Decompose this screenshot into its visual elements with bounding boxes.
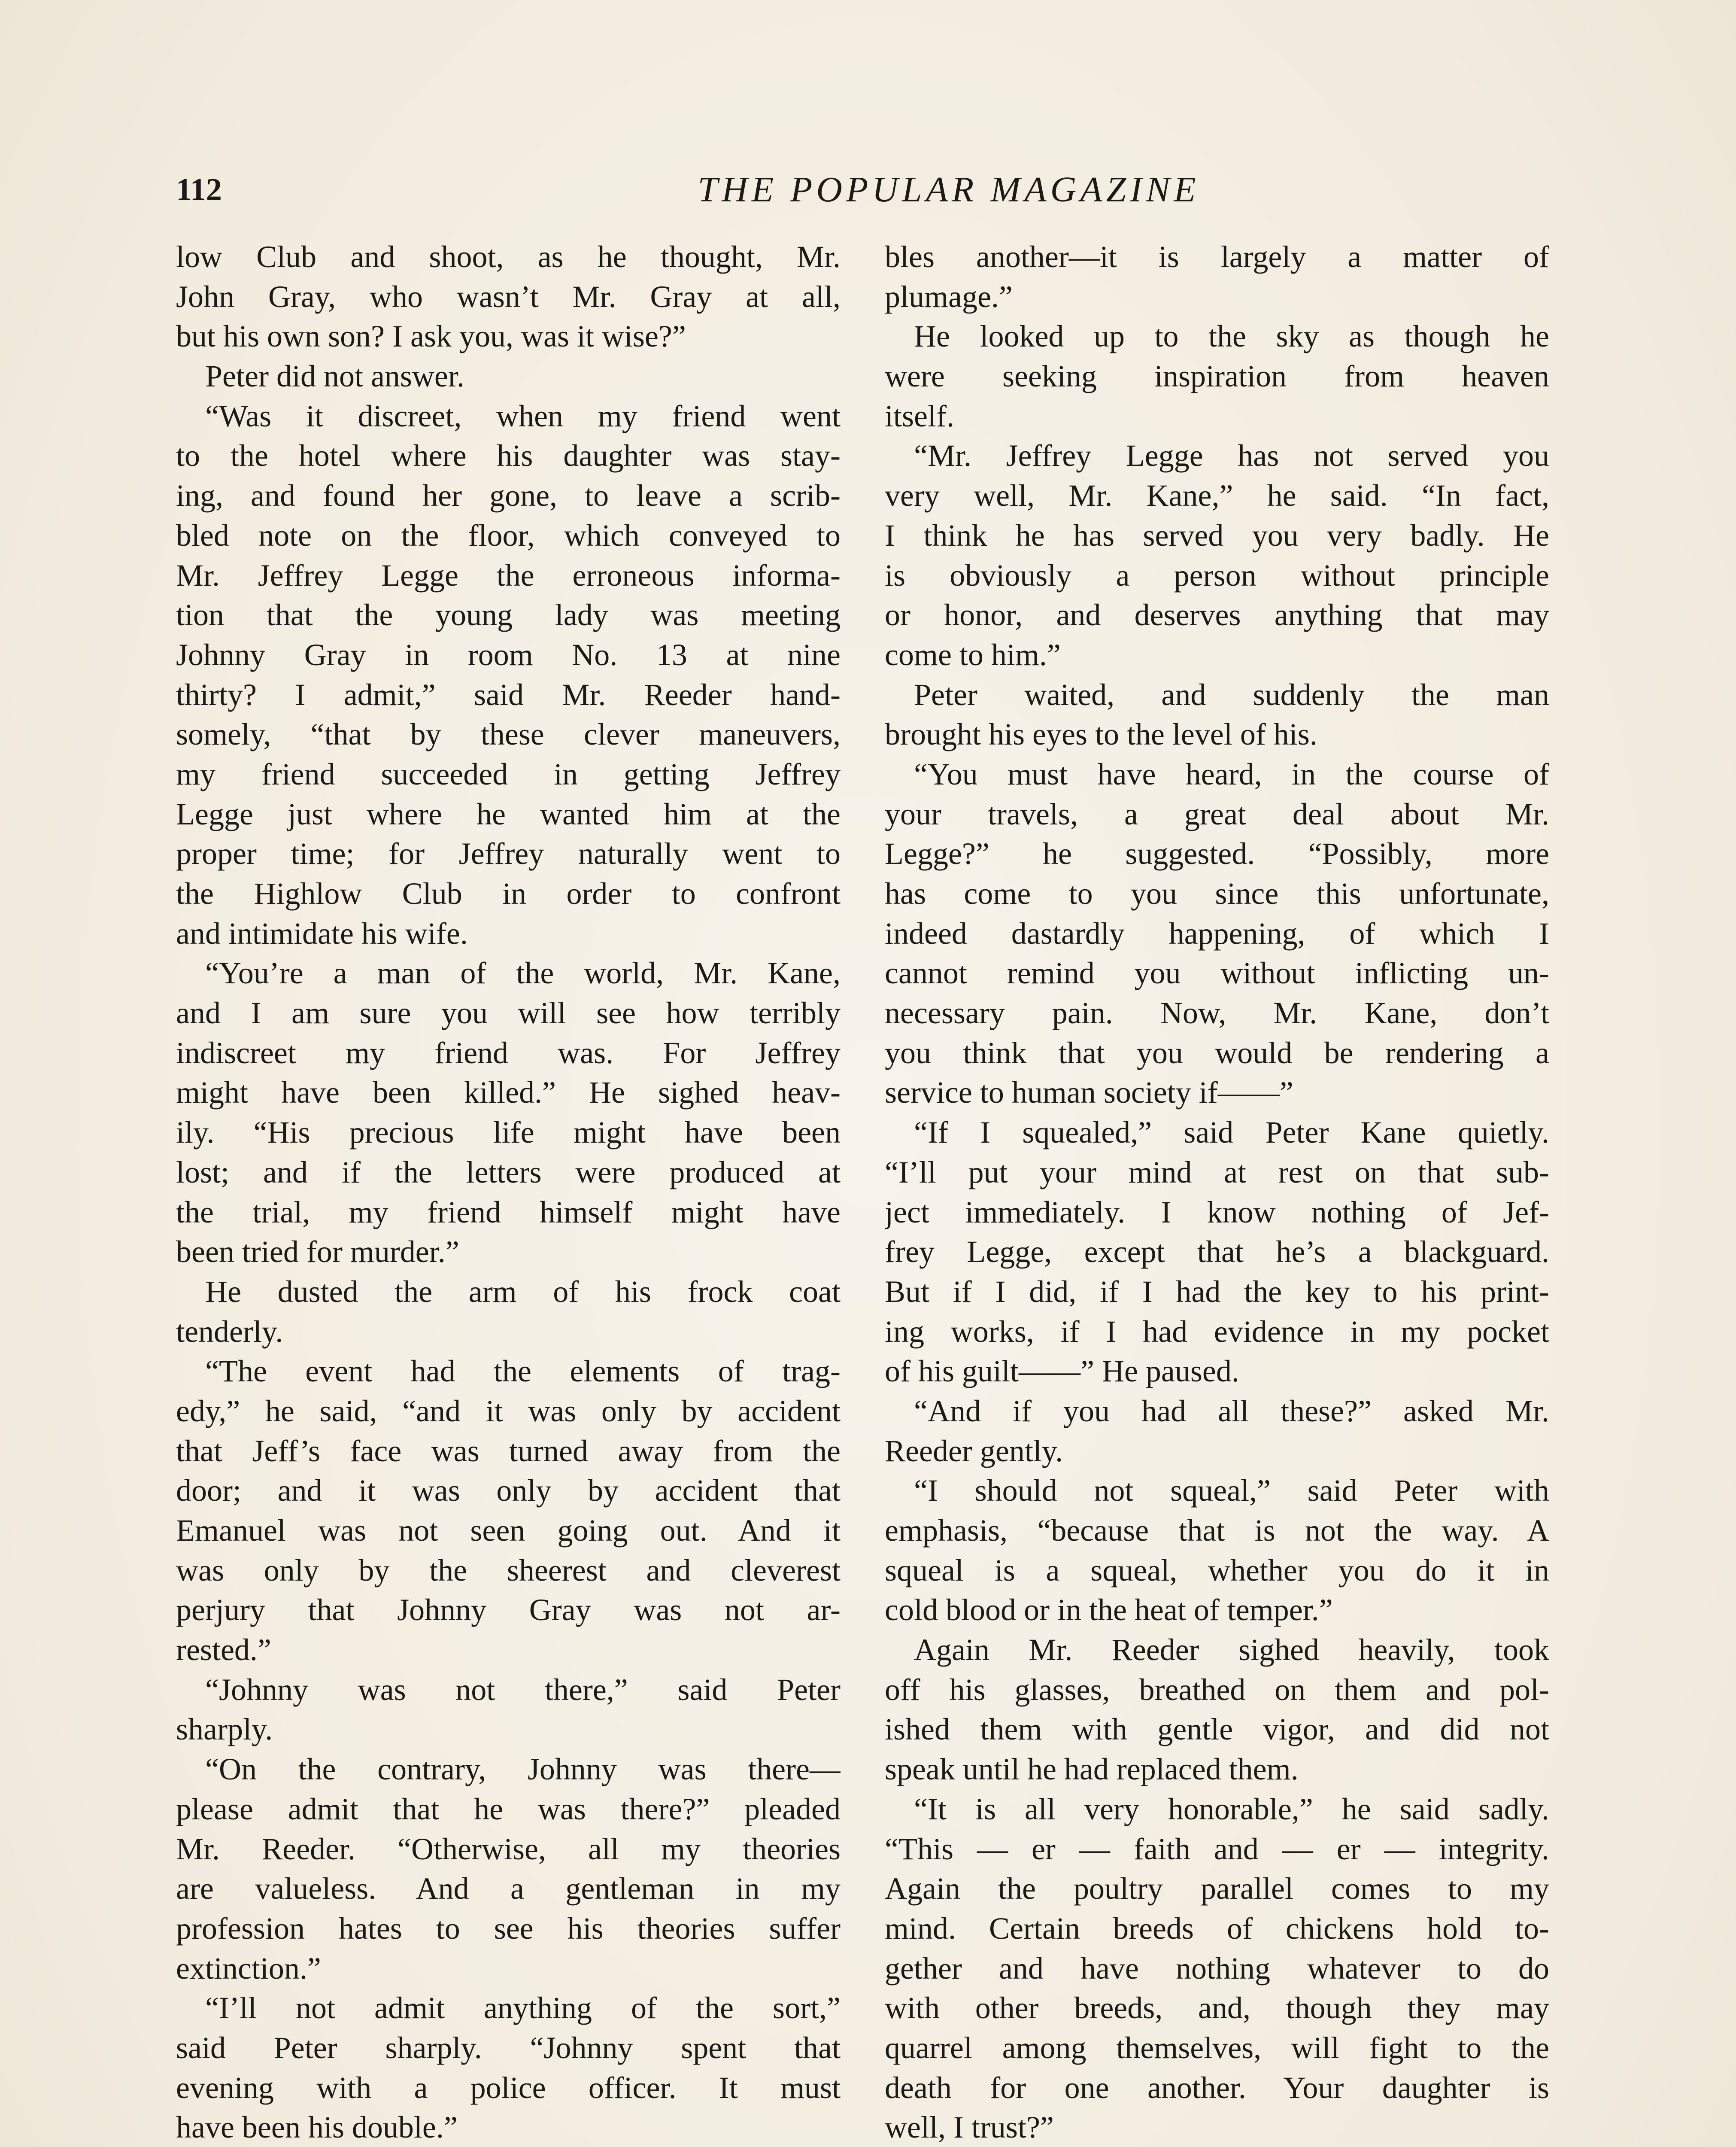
text-line: mind. Certain breeds of chickens hold to- [885, 1911, 1549, 1946]
text-line: “On the contrary, Johnny was there— [205, 1752, 841, 1787]
text-line: the trial, my friend himself might have [176, 1195, 841, 1229]
text-line: tion that the young lady was meeting [176, 598, 841, 633]
text-line: proper time; for Jeffrey naturally went to [176, 836, 841, 871]
text-line: the Highlow Club in order to confront [176, 876, 841, 911]
text-line: off his glasses, breathed on them and pol- [885, 1672, 1549, 1707]
text-line: well, I trust?” [885, 2110, 1054, 2145]
text-line: are valueless. And a gentleman in my [176, 1871, 841, 1906]
text-line: “And if you had all these?” asked Mr. [914, 1393, 1549, 1428]
text-line: might have been killed.” He sighed heav- [176, 1075, 841, 1110]
text-line: my friend succeeded in getting Jeffrey [176, 757, 841, 791]
text-line: ished them with gentle vigor, and did not [885, 1712, 1549, 1747]
text-line: were seeking inspiration from heaven [885, 359, 1549, 394]
text-line: “I’ll put your mind at rest on that sub- [885, 1155, 1549, 1189]
text-line: Mr. Jeffrey Legge the erroneous informa- [176, 558, 841, 593]
right-text-column [885, 237, 1549, 2147]
text-line: itself. [885, 398, 954, 433]
text-line: brought his eyes to the level of his. [885, 717, 1317, 752]
text-line: “Was it discreet, when my friend went [205, 398, 841, 433]
text-line: ing works, if I had evidence in my pocket [885, 1314, 1549, 1349]
text-line: “It is all very honorable,” he said sadly. [914, 1791, 1549, 1826]
text-line: edy,” he said, “and it was only by accident [176, 1393, 841, 1428]
text-line: “If I squealed,” said Peter Kane quietly. [914, 1115, 1549, 1150]
page-number: 112 [176, 172, 222, 207]
text-line: John Gray, who wasn’t Mr. Gray at all, [176, 279, 841, 314]
text-line: death for one another. Your daughter is [885, 2070, 1549, 2105]
text-line: “Mr. Jeffrey Legge has not served you [914, 438, 1549, 473]
text-line: Mr. Reeder. “Otherwise, all my theories [176, 1831, 841, 1866]
text-line: lost; and if the letters were produced at [176, 1155, 841, 1189]
text-line: was only by the sheerest and cleverest [176, 1553, 841, 1587]
text-line: quarrel among themselves, will fight to the [885, 2030, 1549, 2065]
text-line: gether and have nothing whatever to do [885, 1951, 1549, 1986]
text-line: extinction.” [176, 1951, 321, 1986]
text-line: necessary pain. Now, Mr. Kane, don’t [885, 996, 1549, 1031]
text-line: He looked up to the sky as though he [914, 319, 1549, 354]
text-line: or honor, and deserves anything that may [885, 598, 1549, 633]
text-line: plumage.” [885, 279, 1013, 314]
text-line: of his guilt——” He paused. [885, 1354, 1239, 1389]
text-line: have been his double.” [176, 2110, 458, 2145]
text-line: but his own son? I ask you, was it wise?” [176, 319, 686, 354]
text-line: has come to you since this unfortunate, [885, 876, 1549, 911]
text-line: “Johnny was not there,” said Peter [205, 1672, 841, 1707]
text-line: cold blood or in the heat of temper.” [885, 1593, 1333, 1627]
text-line: ily. “His precious life might have been [176, 1115, 841, 1150]
text-line: evening with a police officer. It must [176, 2070, 841, 2105]
text-line: I think he has served you very badly. He [885, 518, 1549, 553]
text-line: low Club and shoot, as he thought, Mr. [176, 240, 841, 274]
left-text-column [176, 237, 841, 2147]
text-line: sharply. [176, 1712, 273, 1747]
text-line: Johnny Gray in room No. 13 at nine [176, 637, 841, 672]
text-line: to the hotel where his daughter was stay- [176, 438, 841, 473]
text-line: come to him.” [885, 637, 1061, 672]
text-line: Peter did not answer. [205, 359, 464, 394]
text-line: please admit that he was there?” pleaded [176, 1791, 841, 1826]
text-line: been tried for murder.” [176, 1235, 459, 1269]
text-line: “You’re a man of the world, Mr. Kane, [205, 956, 841, 991]
text-line: said Peter sharply. “Johnny spent that [176, 2030, 841, 2065]
text-line: cannot remind you without inflicting un- [885, 956, 1549, 991]
text-line: rested.” [176, 1633, 271, 1667]
text-line: “I’ll not admit anything of the sort,” [205, 1991, 841, 2025]
text-line: bles another—it is largely a matter of [885, 240, 1549, 274]
text-line: perjury that Johnny Gray was not ar- [176, 1593, 841, 1627]
text-line: somely, “that by these clever maneuvers, [176, 717, 841, 752]
text-line: your travels, a great deal about Mr. [885, 797, 1549, 831]
text-line: Emanuel was not seen going out. And it [176, 1513, 841, 1548]
text-line: and intimidate his wife. [176, 916, 468, 951]
text-line: is obviously a person without principle [885, 558, 1549, 593]
text-line: Reeder gently. [885, 1433, 1063, 1468]
text-line: frey Legge, except that he’s a blackguard. [885, 1235, 1549, 1269]
text-line: service to human society if——” [885, 1075, 1293, 1110]
text-line: squeal is a squeal, whether you do it in [885, 1553, 1549, 1587]
text-line: Legge?” he suggested. “Possibly, more [885, 836, 1549, 871]
running-head: THE POPULAR MAGAZINE [698, 170, 1200, 210]
page-header [176, 164, 1556, 216]
text-line: “This — er — faith and — er — integrity. [885, 1831, 1549, 1866]
text-line: speak until he had replaced them. [885, 1752, 1299, 1787]
text-line: indiscreet my friend was. For Jeffrey [176, 1035, 841, 1070]
text-line: with other breeds, and, though they may [885, 1991, 1549, 2025]
text-line: bled note on the floor, which conveyed to [176, 518, 841, 553]
text-line: But if I did, if I had the key to his print- [885, 1274, 1549, 1309]
text-line: that Jeff’s face was turned away from the [176, 1433, 841, 1468]
text-line: “I should not squeal,” said Peter with [914, 1473, 1549, 1508]
text-line: thirty? I admit,” said Mr. Reeder hand- [176, 677, 841, 712]
text-line: indeed dastardly happening, of which I [885, 916, 1549, 951]
text-line: very well, Mr. Kane,” he said. “In fact, [885, 478, 1549, 513]
text-line: door; and it was only by accident that [176, 1473, 841, 1508]
text-line: emphasis, “because that is not the way. A [885, 1513, 1549, 1548]
text-line: ing, and found her gone, to leave a scrib- [176, 478, 841, 513]
text-line: Legge just where he wanted him at the [176, 797, 841, 831]
text-line: Again Mr. Reeder sighed heavily, took [914, 1633, 1549, 1667]
text-line: He dusted the arm of his frock coat [205, 1274, 841, 1309]
text-line: you think that you would be rendering a [885, 1035, 1549, 1070]
text-line: “The event had the elements of trag- [205, 1354, 841, 1389]
text-line: ject immediately. I know nothing of Jef- [885, 1195, 1549, 1229]
text-line: and I am sure you will see how terribly [176, 996, 841, 1031]
text-line: tenderly. [176, 1314, 283, 1349]
text-line: “You must have heard, in the course of [914, 757, 1549, 791]
text-line: profession hates to see his theories suffer [176, 1911, 841, 1946]
text-line: Peter waited, and suddenly the man [914, 677, 1549, 712]
text-line: Again the poultry parallel comes to my [885, 1871, 1549, 1906]
